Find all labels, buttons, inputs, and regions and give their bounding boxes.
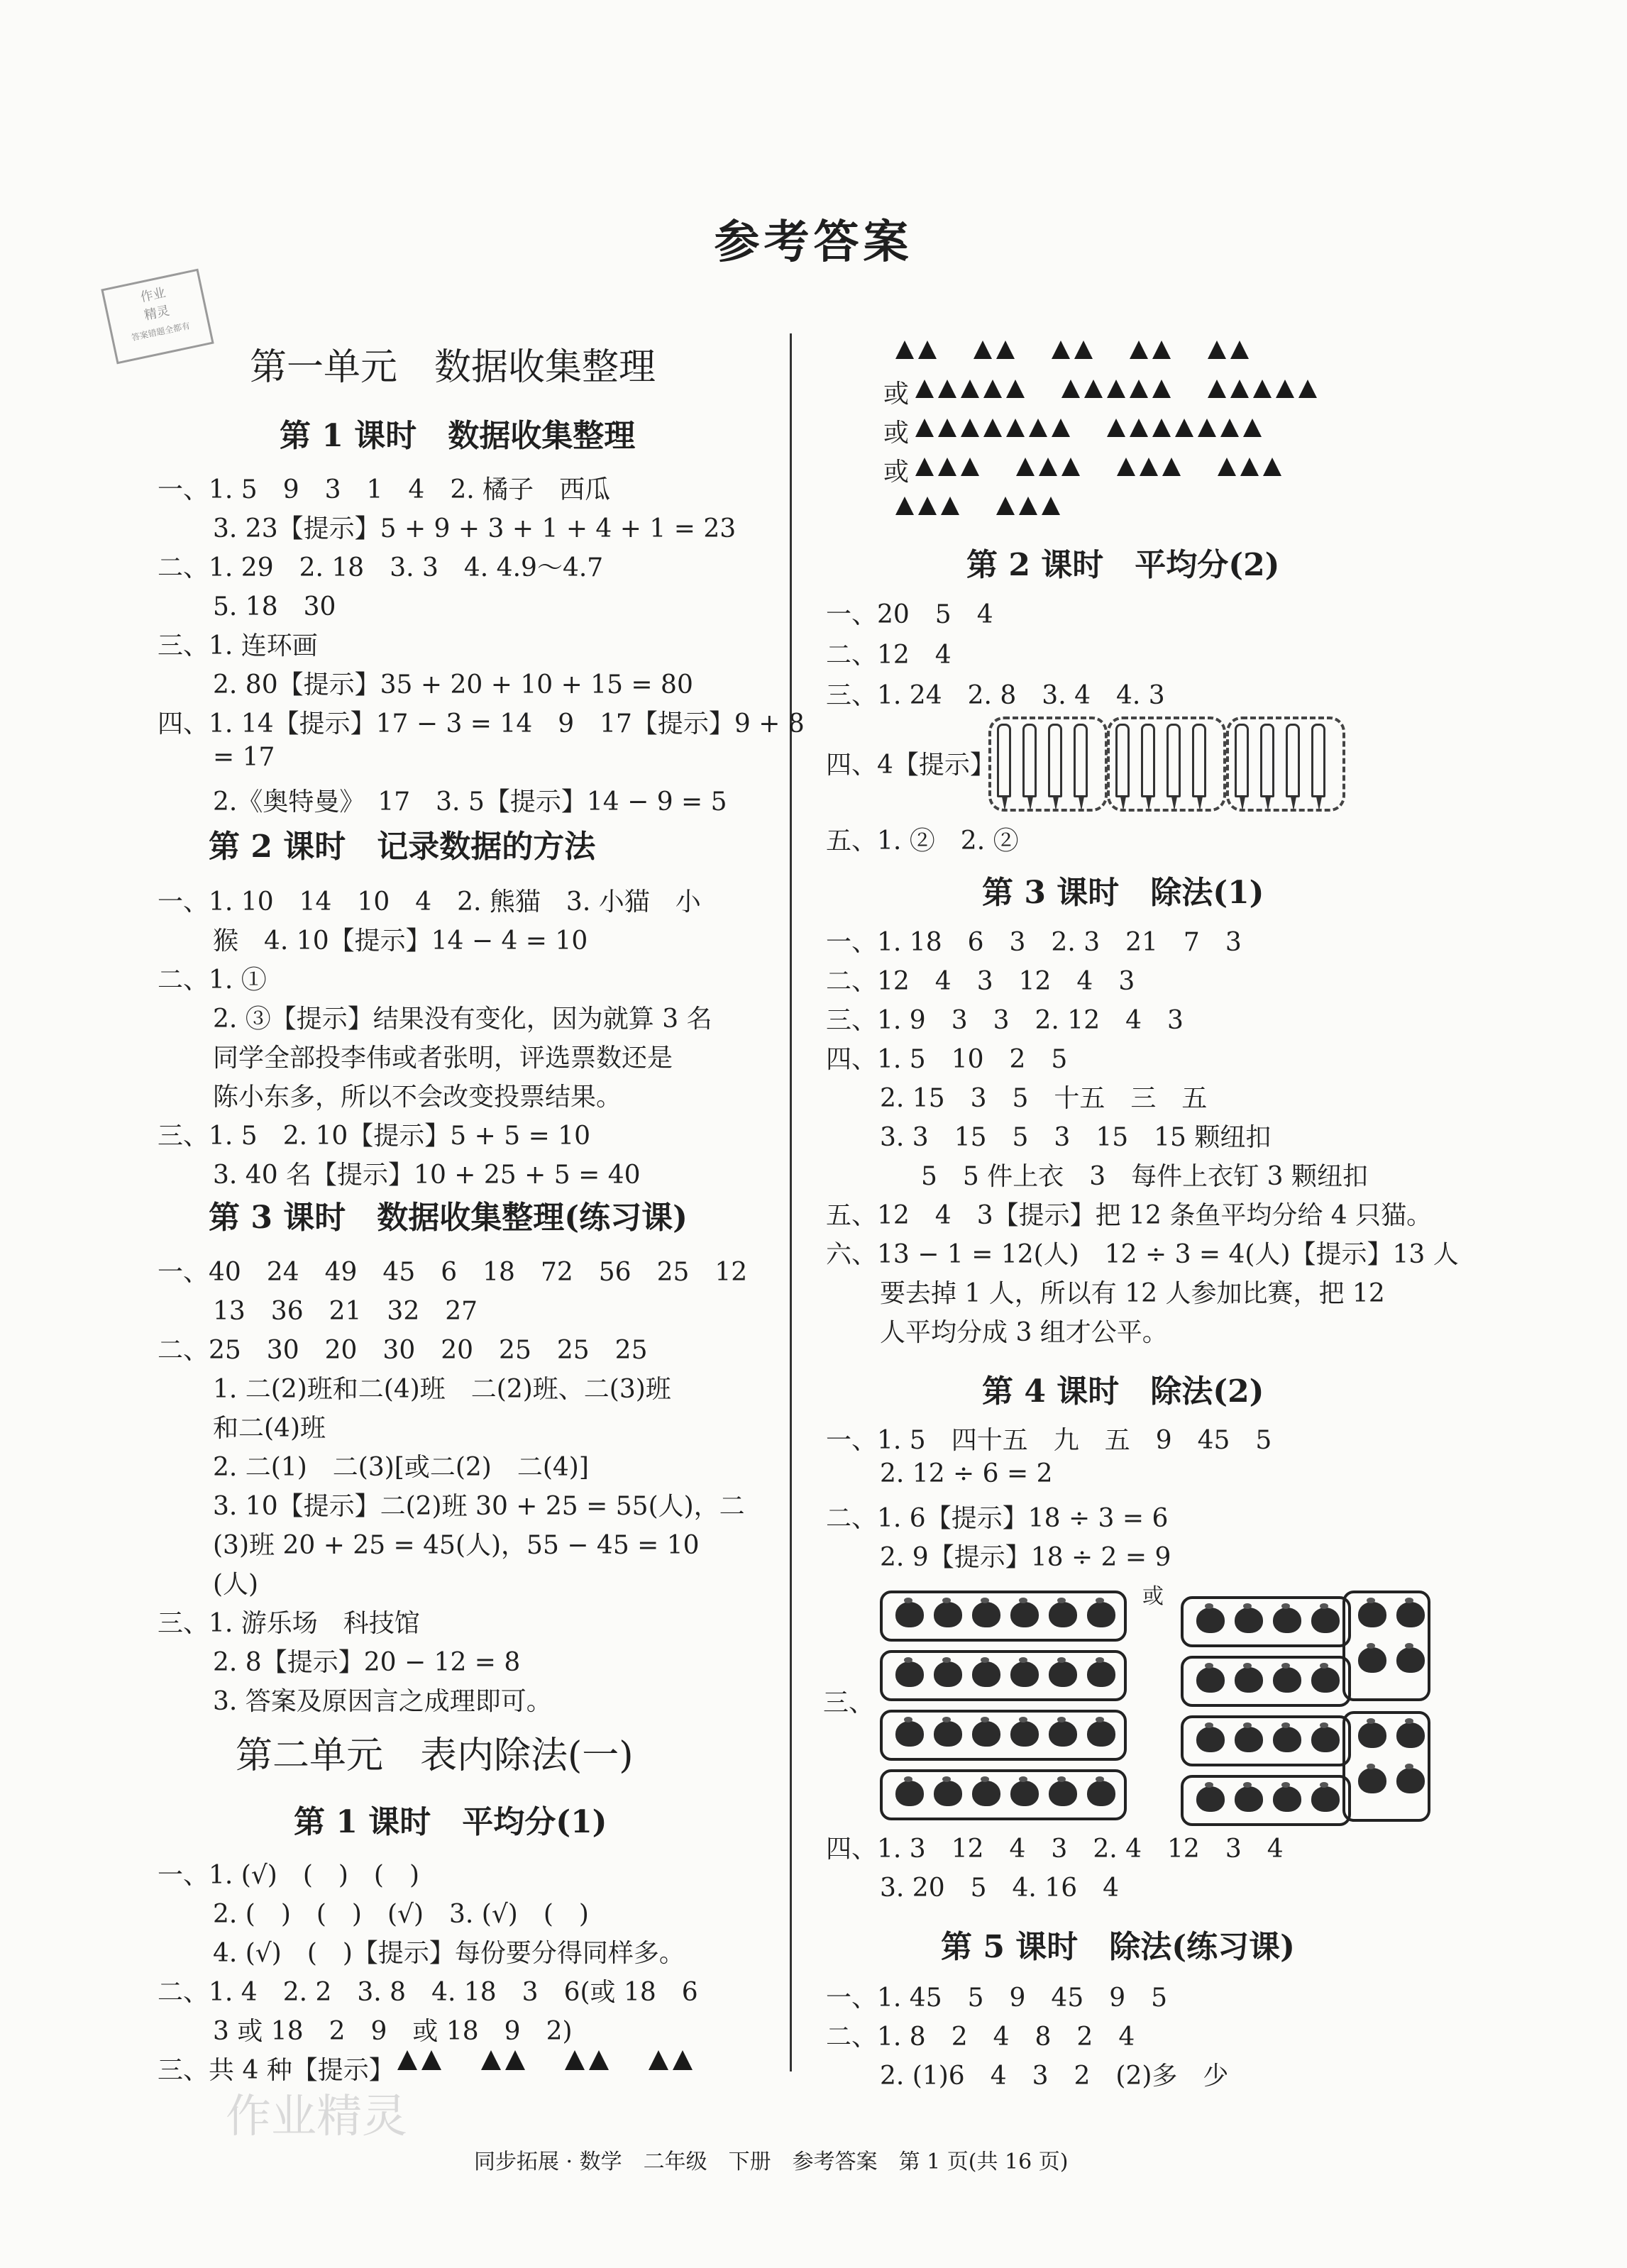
answer-line: 一、1. 45 5 9 45 9 5 — [826, 1984, 1168, 2013]
triangle-mark — [915, 380, 934, 398]
answer-line: 2. 15 3 5 十五 三 五 — [880, 1084, 1208, 1113]
lesson-heading-3: 第 3 课时 数据收集整理(练习课) — [209, 1200, 688, 1236]
answer-line: 四、1. 3 12 4 3 2. 4 12 3 4 — [826, 1835, 1284, 1864]
fruit-icon — [1087, 1781, 1115, 1806]
triangle-mark — [1052, 341, 1070, 359]
triangle-mark — [1130, 380, 1148, 398]
triangle-mark — [1220, 419, 1239, 437]
page-footer: 同步拓展 · 数学 二年级 下册 参考答案 第 1 页(共 16 页) — [474, 2150, 1069, 2174]
answer-line: 3. 20 5 4. 16 4 — [880, 1874, 1120, 1903]
answer-line: 猴 4. 10【提示】14 − 4 = 10 — [213, 926, 588, 956]
triangle-mark — [1140, 458, 1158, 476]
fruit-icon — [1196, 1608, 1225, 1633]
answer-line: 和二(4)班 — [213, 1414, 326, 1443]
answer-line: 二、1. 6【提示】18 ÷ 3 = 6 — [826, 1504, 1169, 1533]
lesson-heading-r4: 第 5 课时 除法(练习课) — [941, 1929, 1295, 1965]
answer-line: 4. (√) ( )【提示】每份要分得同样多。 — [213, 1939, 685, 1968]
fruit-icon — [1358, 1647, 1386, 1673]
triangle-mark — [915, 458, 934, 476]
triangle-mark — [1243, 419, 1262, 437]
fruit-icon — [1358, 1722, 1386, 1748]
triangle-mark — [1208, 341, 1226, 359]
triangle-mark — [1016, 458, 1035, 476]
fruit-icon — [1396, 1722, 1425, 1748]
answer-line: 五、1. ② 2. ② — [826, 826, 1019, 856]
triangle-mark — [983, 419, 1002, 437]
fruit-icon — [1010, 1721, 1039, 1747]
answer-line: 1. 二(2)班和二(4)班 二(2)班、二(3)班 — [213, 1375, 671, 1404]
answer-line: 3 或 18 2 9 或 18 9 2) — [213, 2017, 573, 2046]
lesson-heading-r2: 第 3 课时 除法(1) — [982, 875, 1264, 911]
answer-line: 3. 答案及原因言之成理即可。 — [213, 1687, 552, 1716]
fruit-icon — [1273, 1667, 1301, 1693]
fruit-icon — [972, 1602, 1000, 1627]
answer-line: 三、1. 24 2. 8 3. 4 4. 3 — [826, 681, 1165, 710]
answer-line: 一、20 5 4 — [826, 600, 993, 629]
triangle-mark — [961, 458, 979, 476]
answer-line: 三、1. 5 2. 10【提示】5 + 5 = 10 — [158, 1122, 591, 1151]
triangle-mark — [1052, 419, 1070, 437]
pen-icon — [1022, 724, 1037, 797]
fruit-icon — [1273, 1727, 1301, 1752]
pen-icon — [1235, 724, 1249, 797]
pen-icon — [1286, 724, 1300, 797]
page-title: 参考答案 — [714, 216, 913, 269]
triangle-mark — [1074, 341, 1093, 359]
triangle-mark — [1152, 380, 1171, 398]
or-prefix: 或 — [883, 458, 910, 487]
answer-line: 一、1. 18 6 3 2. 3 21 7 3 — [826, 928, 1242, 957]
unit-heading-2: 第二单元 表内除法(一) — [236, 1735, 634, 1777]
triangle-mark — [974, 341, 992, 359]
answer-line: (人) — [213, 1570, 259, 1599]
pen-icon — [1167, 724, 1181, 797]
triangle-mark — [1198, 419, 1216, 437]
answer-line: 三、共 4 种【提示】 — [158, 2056, 395, 2085]
triangle-mark — [895, 341, 914, 359]
pen-icon — [1192, 724, 1206, 797]
fruit-icon — [972, 1781, 1000, 1806]
fruit-icon — [1010, 1661, 1039, 1687]
answer-line: 二、1. 29 2. 18 3. 3 4. 4.9～4.7 — [158, 553, 604, 582]
answer-line: 2. 9【提示】18 ÷ 2 = 9 — [880, 1543, 1171, 1572]
watermark-text: 作业精灵 — [226, 2091, 407, 2143]
answer-line: 陈小东多，所以不会改变投票结果。 — [213, 1083, 622, 1112]
triangle-mark — [941, 497, 959, 515]
triangle-mark — [1175, 419, 1193, 437]
triangle-mark — [1117, 458, 1135, 476]
triangle-mark — [895, 497, 914, 515]
triangle-mark — [1042, 497, 1060, 515]
or-prefix: 或 — [883, 419, 910, 448]
triangle-mark — [1061, 458, 1080, 476]
or-label: 或 — [1142, 1584, 1164, 1609]
answer-line: 2. 80【提示】35 + 20 + 10 + 15 = 80 — [213, 670, 693, 699]
triangle-mark — [1130, 419, 1148, 437]
answer-line: 3. 10【提示】二(2)班 30 + 25 = 55(人)，二 — [213, 1492, 745, 1521]
lesson-heading-r1: 第 2 课时 平均分(2) — [966, 547, 1280, 583]
answer-line: 5 5 件上衣 3 每件上衣钉 3 颗纽扣 — [921, 1162, 1368, 1191]
fruit-icon — [895, 1661, 924, 1687]
answer-line: 四、1. 5 10 2 5 — [826, 1045, 1068, 1074]
fruit-icon — [972, 1661, 1000, 1687]
or-prefix: 或 — [883, 380, 910, 409]
triangle-mark — [1061, 380, 1080, 398]
answer-line: 二、25 30 20 30 20 25 25 25 — [158, 1336, 648, 1365]
fruit-icon — [1358, 1602, 1386, 1627]
answer-line: 四、4【提示】 — [826, 751, 995, 780]
triangle-mark — [1039, 458, 1057, 476]
fruit-icon — [934, 1781, 962, 1806]
triangle-mark — [915, 419, 934, 437]
answer-line: 一、1. 5 四十五 九 五 9 45 5 — [826, 1426, 1272, 1455]
triangle-mark — [1107, 380, 1125, 398]
answer-line: 二、1. ① — [158, 966, 267, 995]
fruit-icon — [1049, 1661, 1077, 1687]
answer-line: 人平均分成 3 组才公平。 — [880, 1318, 1168, 1347]
fruit-icon — [934, 1602, 962, 1627]
triangle-mark — [1253, 380, 1272, 398]
triangle-mark — [983, 380, 1002, 398]
triangle-mark — [1130, 341, 1148, 359]
triangle-mark — [1276, 380, 1294, 398]
triangle-mark — [918, 341, 937, 359]
answer-line: 2. ( ) ( ) (√) 3. (√) ( ) — [213, 1900, 589, 1929]
answer-line: 一、40 24 49 45 6 18 72 56 25 12 — [158, 1258, 748, 1287]
triangle-mark — [1162, 458, 1181, 476]
answer-line: 一、1. 5 9 3 1 4 2. 橘子 西瓜 — [158, 475, 611, 504]
fruit-icon — [1311, 1727, 1340, 1752]
answer-line: 2. 二(1) 二(3)[或二(2) 二(4)] — [213, 1453, 589, 1482]
fruit-icon — [1196, 1667, 1225, 1693]
fruit-icon — [934, 1661, 962, 1687]
lesson-heading-4: 第 1 课时 平均分(1) — [294, 1804, 607, 1840]
answer-line: = 17 — [213, 743, 275, 772]
unit-heading-1: 第一单元 数据收集整理 — [250, 346, 656, 389]
triangle-mark — [938, 458, 956, 476]
fruit-icon — [1010, 1781, 1039, 1806]
triangle-mark — [1263, 458, 1281, 476]
answer-line: 2. (1)6 4 3 2 (2)多 少 — [880, 2062, 1229, 2091]
fruit-icon — [1396, 1602, 1425, 1627]
triangle-mark — [1230, 380, 1249, 398]
answer-line: 二、1. 8 2 4 8 2 4 — [826, 2023, 1135, 2052]
answer-line: 二、12 4 — [826, 641, 952, 670]
answer-line: 2. ③【提示】结果没有变化，因为就算 3 名 — [213, 1005, 712, 1034]
pen-icon — [1074, 724, 1088, 797]
fruit-icon — [1087, 1602, 1115, 1627]
pen-icon — [1260, 724, 1274, 797]
fruit-icon — [1087, 1721, 1115, 1747]
answer-line: 2.《奥特曼》 17 3. 5【提示】14 − 9 = 5 — [213, 787, 727, 817]
fruit-icon — [934, 1721, 962, 1747]
triangle-mark — [1208, 380, 1226, 398]
answer-line: 一、1. 10 14 10 4 2. 熊猫 3. 小猫 小 — [158, 887, 701, 917]
triangle-mark — [1240, 458, 1259, 476]
pen-icon — [1141, 724, 1155, 797]
watermark-stamp: 作业 精灵 答案错题全都有 — [101, 269, 214, 365]
triangle-mark — [996, 497, 1015, 515]
answer-line: 一、1. (√) ( ) ( ) — [158, 1861, 420, 1890]
fruit-icon — [1396, 1647, 1425, 1673]
triangle-mark — [961, 380, 979, 398]
answer-line: 四、1. 14【提示】17 − 3 = 14 9 17【提示】9 + 8 — [158, 709, 805, 739]
fruit-icon — [1358, 1768, 1386, 1793]
fruit-icon — [1087, 1661, 1115, 1687]
fruit-icon — [895, 1781, 924, 1806]
answer-line: 要去掉 1 人，所以有 12 人参加比赛，把 12 — [880, 1279, 1385, 1308]
fruit-icon — [1010, 1602, 1039, 1627]
fruit-icon — [1196, 1786, 1225, 1812]
triangle-mark — [1298, 380, 1317, 398]
fruit-icon — [1049, 1781, 1077, 1806]
triangle-mark — [1084, 380, 1103, 398]
fruit-icon — [895, 1602, 924, 1627]
triangle-mark — [1029, 419, 1047, 437]
triangle-mark — [1019, 497, 1037, 515]
triangle-mark — [996, 341, 1015, 359]
answer-line: 13 36 21 32 27 — [213, 1297, 478, 1326]
pen-icon — [1115, 724, 1130, 797]
answer-line: 3. 23【提示】5 + 9 + 3 + 1 + 4 + 1 = 23 — [213, 514, 737, 543]
triangle-mark — [938, 419, 956, 437]
answer-line: 三、1. 连环画 — [158, 631, 318, 660]
fruit-icon — [1235, 1667, 1263, 1693]
pen-icon — [1311, 724, 1325, 797]
answer-line: 二、12 4 3 12 4 3 — [826, 967, 1135, 996]
triangle-mark — [1152, 341, 1171, 359]
answer-line: 3. 3 15 5 3 15 15 颗纽扣 — [880, 1123, 1272, 1152]
fruit-icon — [1396, 1768, 1425, 1793]
triangle-mark — [1218, 458, 1236, 476]
answer-line: 3. 40 名【提示】10 + 25 + 5 = 40 — [213, 1161, 641, 1190]
answer-line: 同学全部投李伟或者张明，评选票数还是 — [213, 1044, 673, 1073]
answer-line: 三、1. 游乐场 科技馆 — [158, 1609, 420, 1638]
answer-line: 5. 18 30 — [213, 592, 336, 621]
fruit-icon — [1311, 1786, 1340, 1812]
answer-line: (3)班 20 + 25 = 45(人)，55 − 45 = 10 — [213, 1531, 700, 1560]
fruit-icon — [1235, 1786, 1263, 1812]
triangle-mark — [1107, 419, 1125, 437]
answer-line: 六、13 − 1 = 12(人) 12 ÷ 3 = 4(人)【提示】13 人 — [826, 1240, 1459, 1269]
lesson-heading-r3: 第 4 课时 除法(2) — [982, 1373, 1264, 1410]
triangle-mark — [1230, 341, 1249, 359]
q3-label: 三、 — [823, 1688, 875, 1717]
lesson-heading-2: 第 2 课时 记录数据的方法 — [209, 829, 596, 865]
fruit-icon — [1196, 1727, 1225, 1752]
fruit-icon — [1273, 1786, 1301, 1812]
pen-icon — [997, 724, 1011, 797]
triangle-mark — [938, 380, 956, 398]
lesson-heading-1: 第 1 课时 数据收集整理 — [280, 418, 636, 454]
fruit-icon — [1311, 1667, 1340, 1693]
triangle-mark — [918, 497, 937, 515]
fruit-icon — [1273, 1608, 1301, 1633]
answer-line: 2. 8【提示】20 − 12 = 8 — [213, 1648, 521, 1677]
answer-line: 五、12 4 3【提示】把 12 条鱼平均分给 4 只猫。 — [826, 1201, 1433, 1230]
triangle-mark — [1006, 419, 1025, 437]
answer-line: 三、1. 9 3 3 2. 12 4 3 — [826, 1006, 1184, 1035]
fruit-icon — [1235, 1727, 1263, 1752]
pen-icon — [1048, 724, 1062, 797]
fruit-icon — [895, 1721, 924, 1747]
triangle-mark — [961, 419, 979, 437]
fruit-icon — [1049, 1602, 1077, 1627]
answer-line: 二、1. 4 2. 2 3. 8 4. 18 3 6(或 18 6 — [158, 1978, 698, 2007]
fruit-icon — [972, 1721, 1000, 1747]
triangle-mark — [1152, 419, 1171, 437]
fruit-icon — [1235, 1608, 1263, 1633]
fruit-icon — [1311, 1608, 1340, 1633]
triangle-mark — [1006, 380, 1025, 398]
answer-line: 2. 12 ÷ 6 = 2 — [880, 1459, 1053, 1488]
fruit-icon — [1049, 1721, 1077, 1747]
